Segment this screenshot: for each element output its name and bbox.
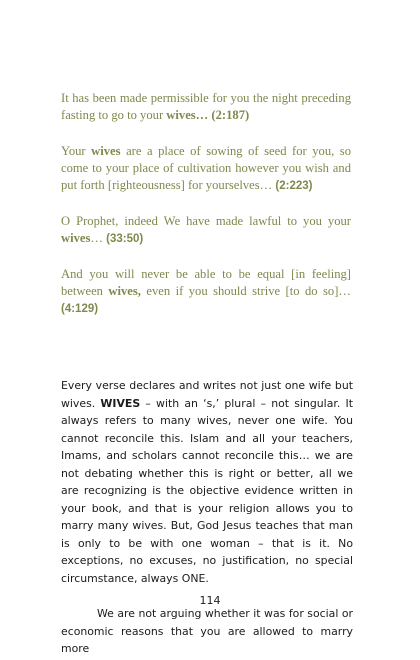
quote-emphasis: wives… (2:187) (166, 108, 250, 122)
paragraph-text: Every verse declares and writes not just one wife but wives. (61, 379, 353, 410)
quote-text: … (90, 231, 107, 245)
quote-4-129 (61, 266, 351, 318)
verse-reference: (33:50) (106, 233, 144, 245)
quote-text: O Prophet, indeed We have made lawful to you your (61, 214, 351, 228)
paragraph (61, 377, 353, 587)
quote-emphasis: wives (91, 144, 121, 158)
page-number: 114 (199, 594, 221, 607)
paragraph: We are not arguing whether it was for social or economic reasons that you are allowed to marry more (61, 607, 353, 655)
quote-text: And you will never be able to be equal [in feeling] between (61, 267, 351, 298)
verse-reference: (2:223) (275, 180, 313, 192)
quote-emphasis: wives, (108, 284, 141, 298)
body-text (61, 377, 353, 658)
quran-quotes (61, 90, 351, 336)
paragraph-text: – with an ‘s,’ plural – not singular. It always refers to many wives, never one wife. You cannot reconcile this. Islam and all your teachers, Imams, and scholars cannot reconcile this… we are not debating whether this is right or better, all we are recognizing is the objective evidence written in your book, and that is your religion allows you to marry many wives. But, God Jesus teaches that man is only to be with one woman – that is it. No exceptions, no excuses, no justification, no special circumstance, always ONE. (61, 396, 353, 585)
paragraph-emphasis: WIVES (100, 396, 141, 410)
quote-2-187 (61, 90, 351, 125)
quote-text: even if you should strive [to do so]… (140, 284, 351, 298)
quote-emphasis: wives (61, 231, 91, 245)
quote-33-50 (61, 213, 351, 248)
quote-text: It has been made permissible for you the night preceding fasting to go to your (61, 91, 351, 122)
quote-2-223 (61, 143, 351, 195)
verse-reference: (4:129) (61, 303, 99, 315)
quote-text: are a place of sowing of seed for you, so come to your place of cultivation however you wish and put forth [righteousness] for yourselves… (61, 144, 351, 192)
quote-text: Your (61, 144, 92, 158)
